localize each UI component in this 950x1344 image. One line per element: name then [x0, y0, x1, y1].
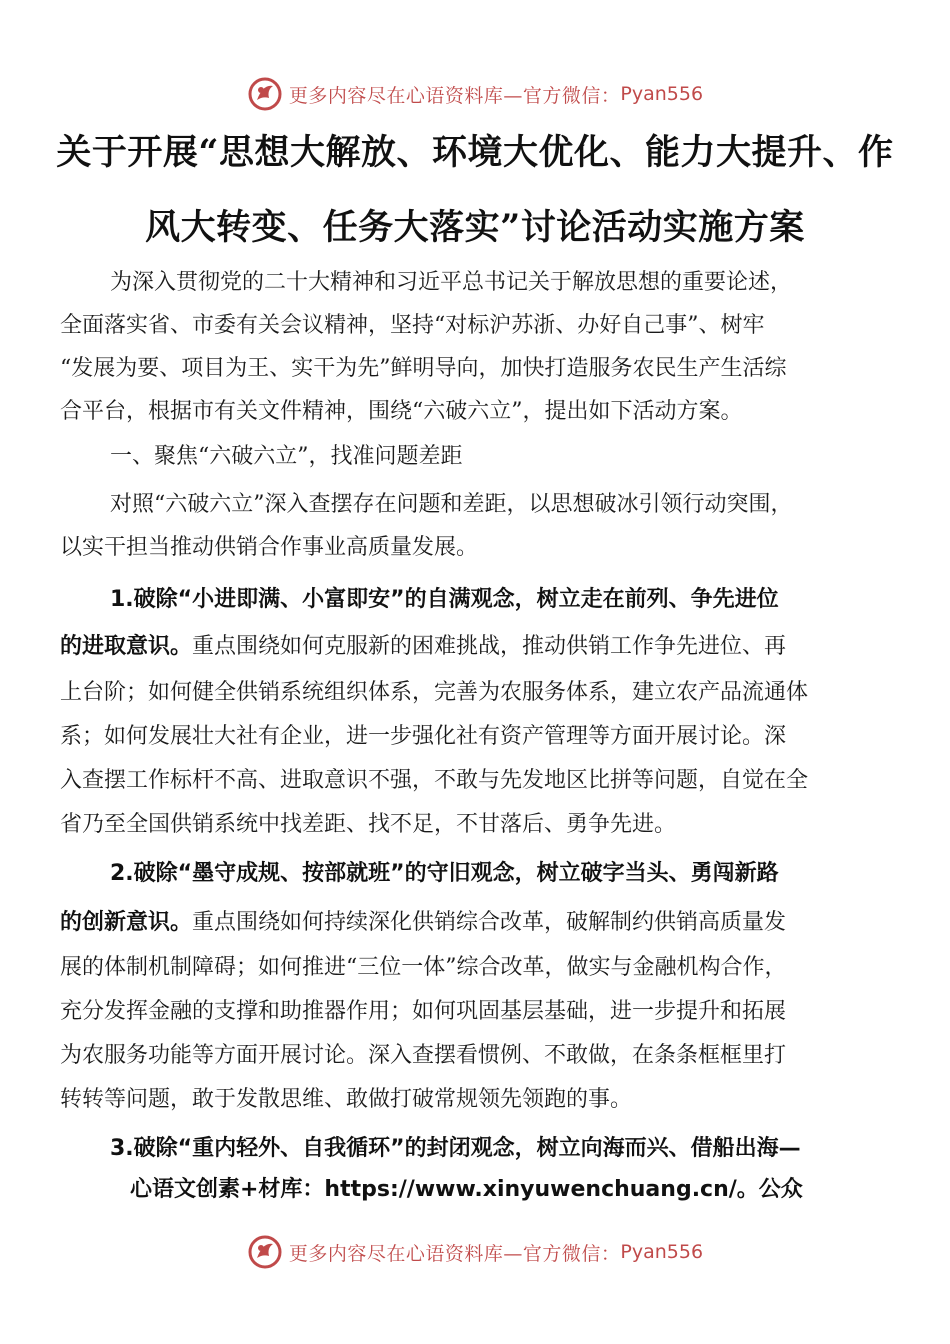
intro-line-3: “发展为要、项目为王、实干为先”鲜明导向，加快打造服务农民生产生活综	[60, 356, 787, 381]
item-1-heading-line-1: 1.破除“小进即满、小富即安”的自满观念，树立走在前列、争先进位	[110, 587, 779, 612]
item-2-heading-line-1: 2.破除“墨守成规、按部就班”的守旧观念，树立破字当头、勇闯新路	[110, 861, 779, 886]
item-1-line-2: 上台阶；如何健全供销系统组织体系，完善为农服务体系，建立农产品流通体	[60, 680, 809, 705]
top-watermark-banner	[0, 74, 950, 114]
item-3-heading-line-1: 3.破除“重内轻外、自我循环”的封闭观念，树立向海而兴、借船出海—	[110, 1136, 801, 1161]
item-3-heading-line-2: 心语文创素+材库：https://www.xinyuwenchuang.cn/。公众	[130, 1177, 803, 1202]
brand-logo-icon	[247, 76, 283, 112]
item-1-line-5: 省乃至全国供销系统中找差距、找不足，不甘落后、勇争先进。	[60, 812, 677, 837]
document-title-line-2: 风大转变、任务大落实”讨论活动实施方案	[145, 207, 805, 248]
intro-line-1: 为深入贯彻党的二十大精神和习近平总书记关于解放思想的重要论述，	[110, 270, 793, 295]
watermark-wechat-id: Pyan556	[620, 1241, 704, 1263]
item-1-line-4: 入查摆工作标杆不高、进取意识不强，不敢与先发地区比拼等问题，自觉在全	[60, 768, 809, 793]
brand-logo-icon	[247, 1234, 283, 1270]
watermark-text: 更多内容尽在心语资料库—官方微信：	[288, 84, 621, 107]
item-2-line-3: 充分发挥金融的支撑和助推器作用；如何巩固基层基础，进一步提升和拓展	[60, 999, 787, 1024]
watermark-text: 更多内容尽在心语资料库—官方微信：	[288, 1242, 621, 1265]
item-2-heading-line-2: 的创新意识。	[60, 910, 193, 935]
item-2-line-1	[60, 908, 786, 938]
item-1-heading-line-2: 的进取意识。	[60, 634, 193, 659]
document-title-line-1: 关于开展“思想大解放、环境大优化、能力大提升、作	[56, 132, 894, 173]
watermark-wechat-id: Pyan556	[620, 83, 704, 105]
item-2-body-1: 重点围绕如何持续深化供销综合改革，破解制约供销高质量发	[192, 910, 787, 935]
section-1-para-line-2: 以实干担当推动供销合作事业高质量发展。	[60, 535, 479, 560]
section-1-heading: 一、聚焦“六破六立”，找准问题差距	[110, 444, 463, 469]
item-1-line-3: 系；如何发展壮大社有企业，进一步强化社有资产管理等方面开展讨论。深	[60, 724, 787, 749]
item-1-line-1	[60, 632, 786, 662]
bottom-watermark-banner	[0, 1232, 950, 1272]
section-1-para-line-1: 对照“六破六立”深入查摆存在问题和差距，以思想破冰引领行动突围，	[110, 492, 793, 517]
item-2-line-4: 为农服务功能等方面开展讨论。深入查摆看惯例、不敢做，在条条框框里打	[60, 1043, 787, 1068]
item-2-line-2: 展的体制机制障碍；如何推进“三位一体”综合改革，做实与金融机构合作，	[60, 955, 787, 980]
item-1-body-1: 重点围绕如何克服新的困难挑战，推动供销工作争先进位、再	[192, 634, 787, 659]
item-2-line-5: 转转等问题，敢于发散思维、敢做打破常规领先领跑的事。	[60, 1087, 633, 1112]
intro-line-2: 全面落实省、市委有关会议精神，坚持“对标沪苏浙、办好自己事”、树牢	[60, 313, 765, 338]
intro-line-4: 合平台，根据市有关文件精神，围绕“六破六立”，提出如下活动方案。	[60, 399, 743, 424]
